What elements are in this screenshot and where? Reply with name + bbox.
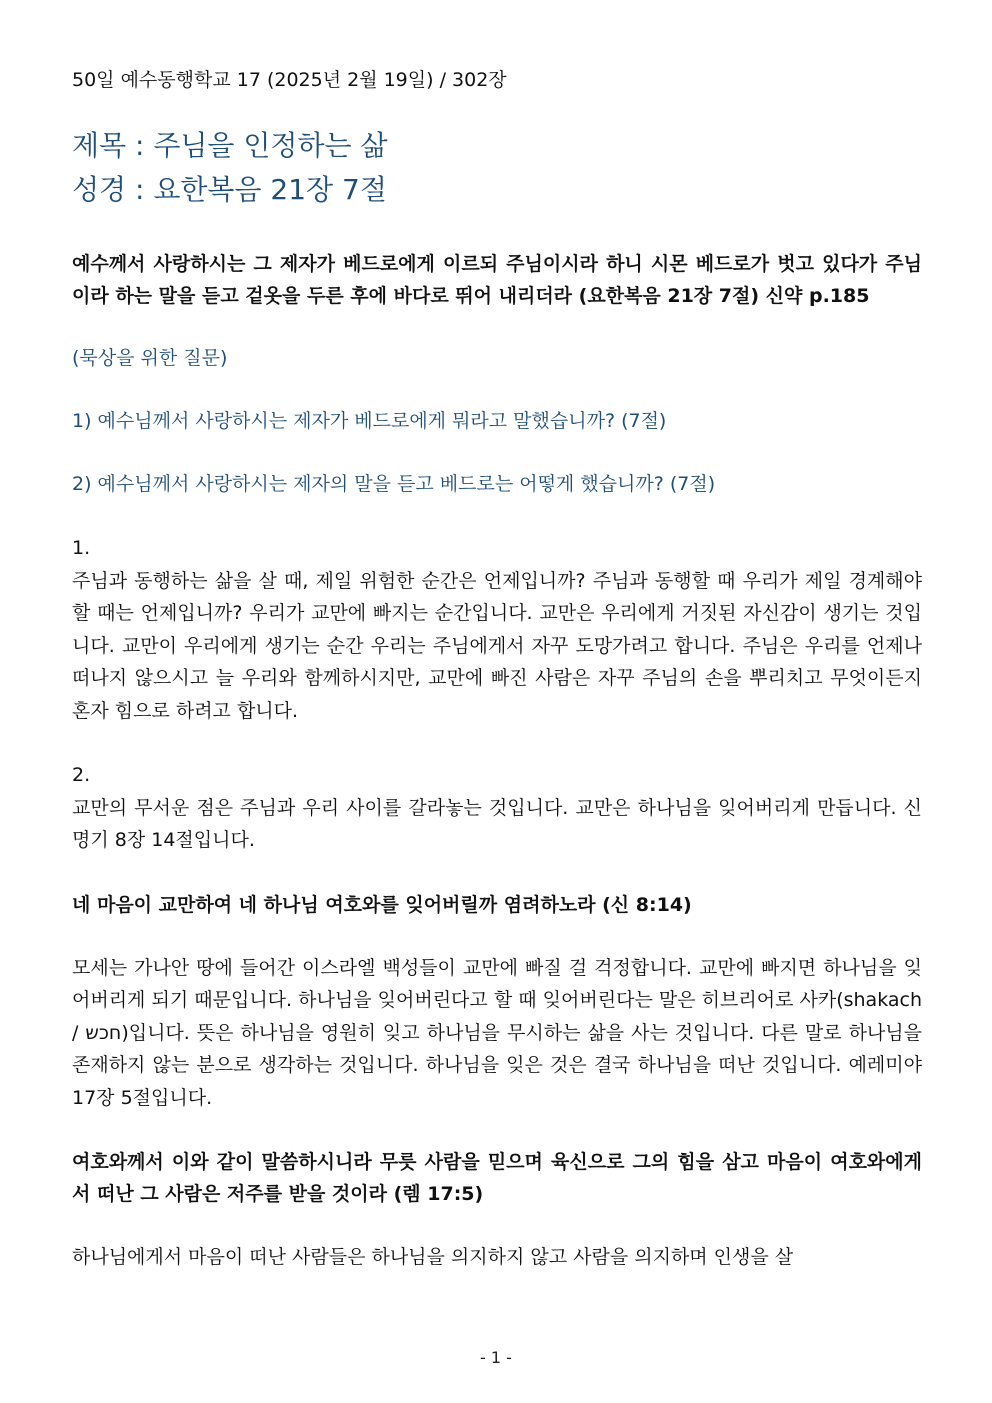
verse-jeremiah: 여호와께서 이와 같이 말씀하시니라 무릇 사람을 믿으며 육신으로 그의 힘을 삼고 마음이 여호와에게서 떠난 그 사람은 저주를 받을 것이라 (렘 17:5) <box>72 1151 922 1205</box>
scripture-reference: 성경 : 요한복음 21장 7절 <box>72 173 387 206</box>
document-page <box>72 66 922 1306</box>
section-2-text: 교만의 무서운 점은 주님과 우리 사이를 갈라놓는 것입니다. 교만은 하나님을 잊어버리게 만듭니다. 신명기 8장 14절입니다. <box>72 796 922 851</box>
sermon-title: 제목 : 주님을 인정하는 삶 <box>72 129 388 162</box>
section-2 <box>72 759 922 857</box>
section-1-number: 1. <box>72 537 91 559</box>
document-header: 50일 예수동행학교 17 (2025년 2월 19일) / 302장 <box>72 69 507 91</box>
main-verse: 예수께서 사랑하시는 그 제자가 베드로에게 이르되 주님이시라 하니 시몬 베드로가 벗고 있다가 주님이라 하는 말을 듣고 겉옷을 두른 후에 바다로 뛰어 내리더라 (요한복음 21장 7절) 신약 p.185 <box>72 253 922 307</box>
paragraph-closing: 하나님에게서 마음이 떠난 사람들은 하나님을 의지하지 않고 사람을 의지하며 인생을 살 <box>72 1246 794 1268</box>
meditation-heading: (묵상을 위한 질문) <box>72 347 228 369</box>
page-number: - 1 - <box>480 1348 512 1367</box>
verse-deuteronomy: 네 마음이 교만하여 네 하나님 여호와를 잊어버릴까 염려하노라 (신 8:14) <box>72 893 692 916</box>
section-1-text: 주님과 동행하는 삶을 살 때, 제일 위험한 순간은 언제입니까? 주님과 동행할 때 우리가 제일 경계해야 할 때는 언제입니까? 우리가 교만에 빠지는 순간입니다. 교만은 우리에게 거짓된 자신감이 생기는 것입니다. 교만이 우리에게 생기는 순간 우리는 주님에게서 자꾸 도망가려고 합니다. 주님은 우리를 언제나 떠나지 않으시고 늘 우리와 함께하시지만, 교만에 빠진 사람은 자꾸 주님의 손을 뿌리치고 무엇이든지 혼자 힘으로 하려고 합니다. <box>72 569 922 722</box>
paragraph-moses: 모세는 가나안 땅에 들어간 이스라엘 백성들이 교만에 빠질 걸 걱정합니다. 교만에 빠지면 하나님을 잊어버리게 되기 때문입니다. 하나님을 잊어버린다고 할 때 잊어버린다는 말은 히브리어로 사카(shakach / חכש)입니다. 뜻은 하나님을 영원히 잊고 하나님을 무시하는 삶을 사는 것입니다. 다른 말로 하나님을 존재하지 않는 분으로 생각하는 것입니다. 하나님을 잊은 것은 결국 하나님을 떠난 것입니다. 예레미야 17장 5절입니다. <box>72 956 922 1109</box>
meditation-question-1: 1) 예수님께서 사랑하시는 제자가 베드로에게 뭐라고 말했습니까? (7절) <box>72 410 667 432</box>
meditation-question-2: 2) 예수님께서 사랑하시는 제자의 말을 듣고 베드로는 어떻게 했습니까? (7절) <box>72 473 716 495</box>
section-2-number: 2. <box>72 764 91 786</box>
section-1 <box>72 532 922 727</box>
